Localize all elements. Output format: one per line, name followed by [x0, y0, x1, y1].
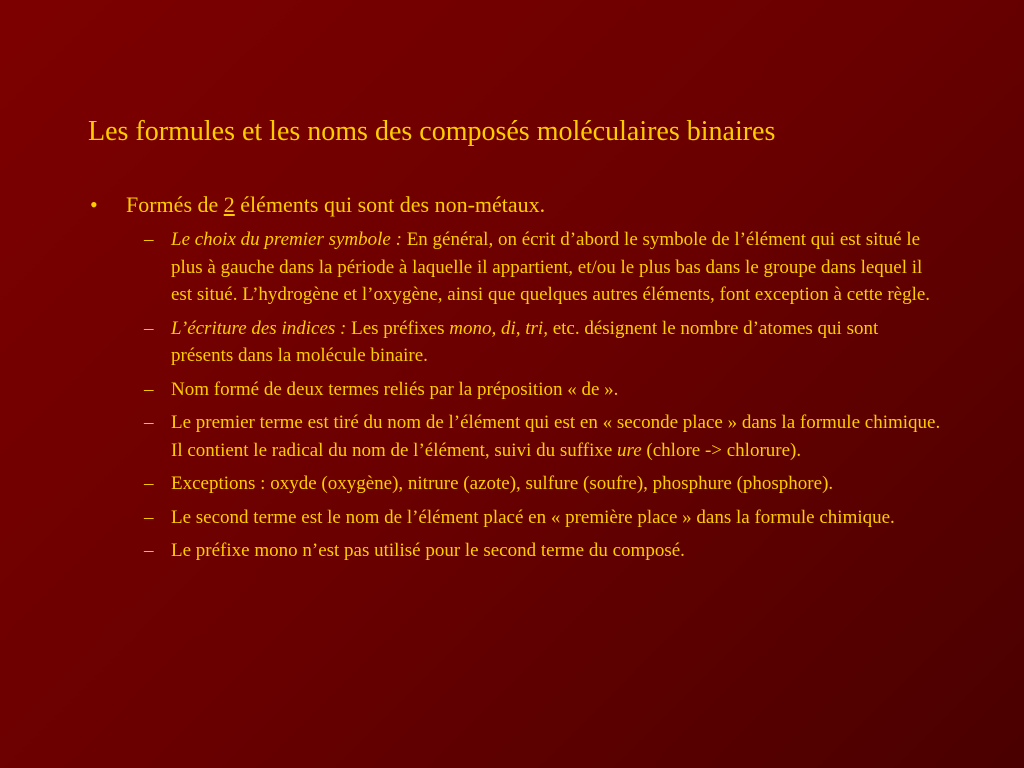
bullet-marker: •: [90, 192, 98, 217]
dash-marker: –: [144, 540, 154, 561]
dash-marker: –: [144, 473, 154, 494]
bullet-item: [90, 190, 946, 220]
sub-item-prefixe-mono: [144, 537, 941, 565]
dash-marker: –: [144, 229, 154, 250]
sub-item-text: Exceptions : oxyde (oxygène), nitrure (azote), sulfure (soufre), phosphure (phosphore).: [171, 473, 834, 494]
sub-item-nom-forme: [144, 376, 941, 404]
dash-marker: –: [144, 378, 154, 400]
bullet-number: 2: [223, 192, 235, 217]
sub-item-exceptions: [144, 470, 941, 498]
sub-item-text: Le premier terme est tiré du nom de l’élément qui est en « seconde place » dans la formule chimique. Il contient le radical du nom de l’élément, suivi du suffixe: [171, 412, 941, 461]
sub-item-heading: L’écriture des indices :: [171, 317, 347, 339]
dash-marker: –: [144, 506, 154, 528]
sub-item-text: Le second terme est le nom de l’élément placé en « première place » dans la formule chimique.: [171, 506, 895, 528]
sub-item-text: etc. désignent le nombre d’atomes qui sont présents dans la molécule binaire.: [171, 317, 879, 366]
sub-item-indices: [144, 315, 941, 370]
sub-item-text: En général, on écrit d’abord le symbole de l’élément qui est situé le plus à gauche dans la période à laquelle il appartient, et/ou le plus bas dans le groupe dans lequel il est situé. L’hydrogène et l’oxygène, ainsi que quelques autres éléments, font exception à cette règle.: [171, 229, 931, 305]
sub-item-text: Les préfixes: [346, 317, 450, 339]
sub-item-prefixes: mono, di, tri,: [449, 317, 548, 339]
sub-item-second-terme: [144, 504, 941, 532]
sub-item-text: (chlore -> chlorure).: [641, 439, 802, 461]
dash-marker: –: [144, 412, 154, 433]
bullet-text-pre: Formés de: [126, 192, 224, 217]
sub-list: [0, 226, 1024, 565]
bullet-text-post: éléments qui sont des non-métaux.: [234, 192, 546, 217]
sub-item-premier-symbole: [144, 226, 941, 309]
slide-title: Les formules et les noms des composés moléculaires binaires: [88, 116, 776, 147]
sub-item-text: Le préfixe mono n’est pas utilisé pour le second terme du composé.: [171, 540, 685, 561]
sub-item-heading: Le choix du premier symbole :: [171, 229, 402, 250]
sub-item-premier-terme: [144, 409, 941, 464]
slide-content: [0, 190, 1024, 571]
sub-item-text: Nom formé de deux termes reliés par la préposition « de ».: [171, 378, 619, 400]
dash-marker: –: [144, 317, 154, 339]
sub-item-suffix: ure: [617, 439, 642, 461]
